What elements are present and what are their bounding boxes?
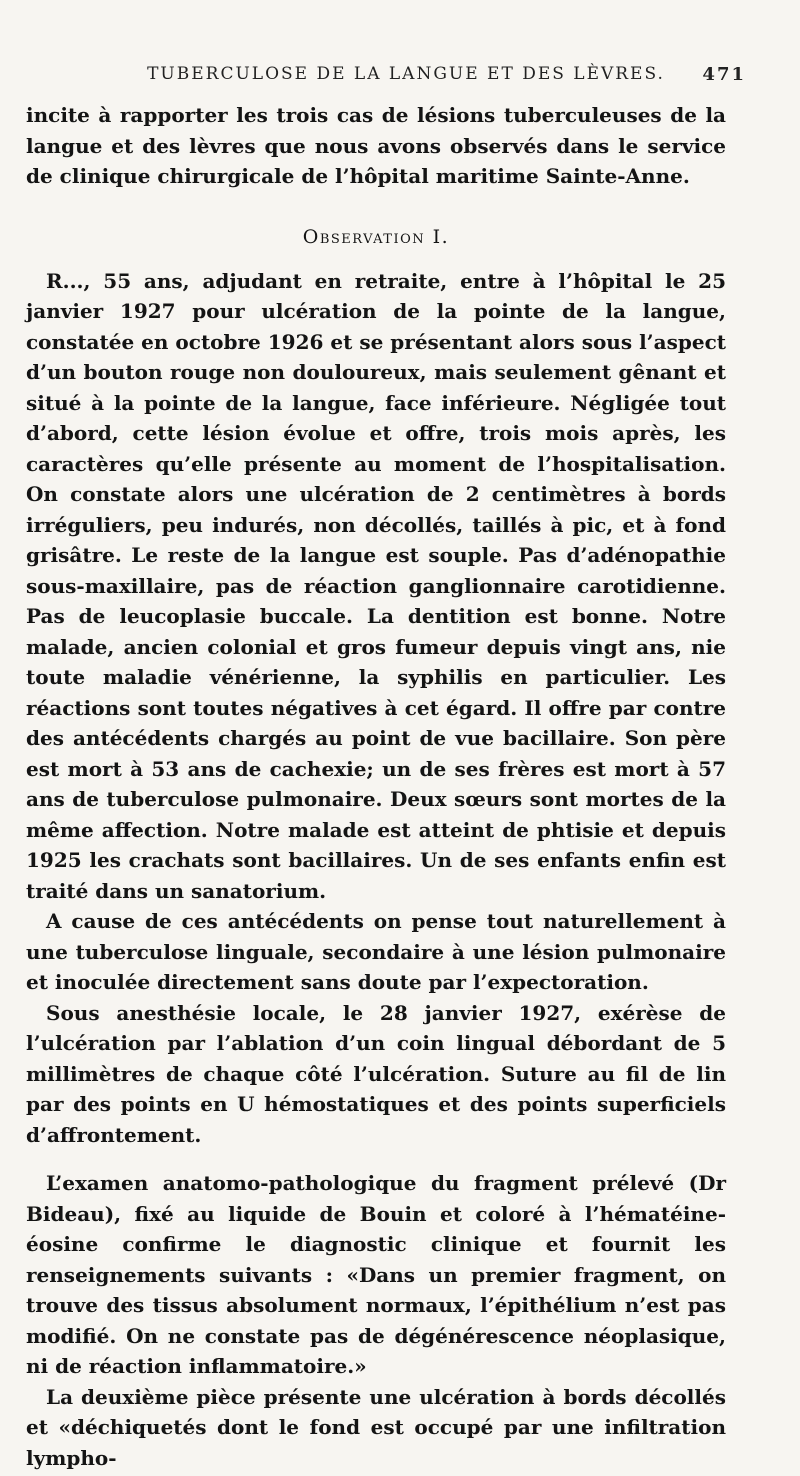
section-heading: Observation I. xyxy=(302,225,450,248)
running-header xyxy=(26,58,746,100)
paragraph-pathology: L’examen anatomo-pathologique du fragment prélevé (Dr Bideau), fixé au liquide de Bouin et coloré à l’hématéine-éosine confirme le diagnostic clinique et fournit les renseignements suivants : «Dans un premier fragment, on trouve des tissus absolument normaux, l’épithélium n’est pas modifié. On ne constate pas de dégénérescence néoplasique, ni de réaction inflammatoire.» xyxy=(26,1171,726,1378)
paragraph-diagnosis: A cause de ces antécédents on pense tout naturellement à une tuberculose linguale, secondaire à une lésion pulmonaire et inoculée directement sans doute par l’expectoration. xyxy=(26,909,726,994)
paragraph-surgery: Sous anesthésie locale, le 28 janvier 1927, exérèse de l’ulcération par l’ablation d’un coin lingual débordant de 5 millimètres de chaque côté l’ulcération. Suture au fil de lin par des points en U hémostatiques et des points superficiels d’affrontement. xyxy=(26,1000,726,1147)
paragraph-case-history: R..., 55 ans, adjudant en retraite, entre à l’hôpital le 25 janvier 1927 pour ulcération de la pointe de la langue, constatée en octobre 1926 et se présentant alors sous l’aspect d’un bouton rouge non douloureux, mais seulement gênant et situé à la pointe de la langue, face inférieure. Négligée tout d’abord, cette lésion évolue et offre, trois mois après, les caractères qu’elle présente au moment de l’hospitalisation. On constate alors une ulcération de 2 centimètres à bords irréguliers, peu indurés, non décollés, taillés à pic, et à fond grisâtre. Le reste de la langue est souple. Pas d’adénopathie sous-maxillaire, pas de réaction ganglionnaire carotidienne. Pas de leucoplasie buccale. La dentition est bonne. Notre malade, ancien colonial et gros fumeur depuis vingt ans, nie toute maladie vénérienne, la syphilis en particulier. Les réactions sont toutes négatives à cet égard. Il offre par contre des antécédents chargés au point de vue bacillaire. Son père est mort à 53 ans de cachexie; un de ses frères est mort à 57 ans de tuberculose pulmonaire. Deux sœurs sont mortes de la même affection. Notre malade est atteint de phtisie et depuis 1925 les crachats sont bacillaires. Un de ses enfants enfin est traité dans un sanatorium. xyxy=(26,268,726,903)
document-page xyxy=(26,58,746,1473)
running-title: TUBERCULOSE DE LA LANGUE ET DES LÈVRES. xyxy=(147,64,665,84)
paragraph-spacer xyxy=(26,1150,726,1168)
paragraph-second-specimen: La deuxième pièce présente une ulcération à bords décollés et «déchiquetés dont le fond est occupé par une infiltration lympho- xyxy=(26,1384,726,1470)
paragraph-intro: incite à rapporter les trois cas de lésions tuberculeuses de la langue et des lèvres que nous avons observés dans le service de clinique chirurgicale de l’hôpital maritime Sainte-Anne. xyxy=(26,103,726,188)
page-number: 471 xyxy=(702,64,746,85)
